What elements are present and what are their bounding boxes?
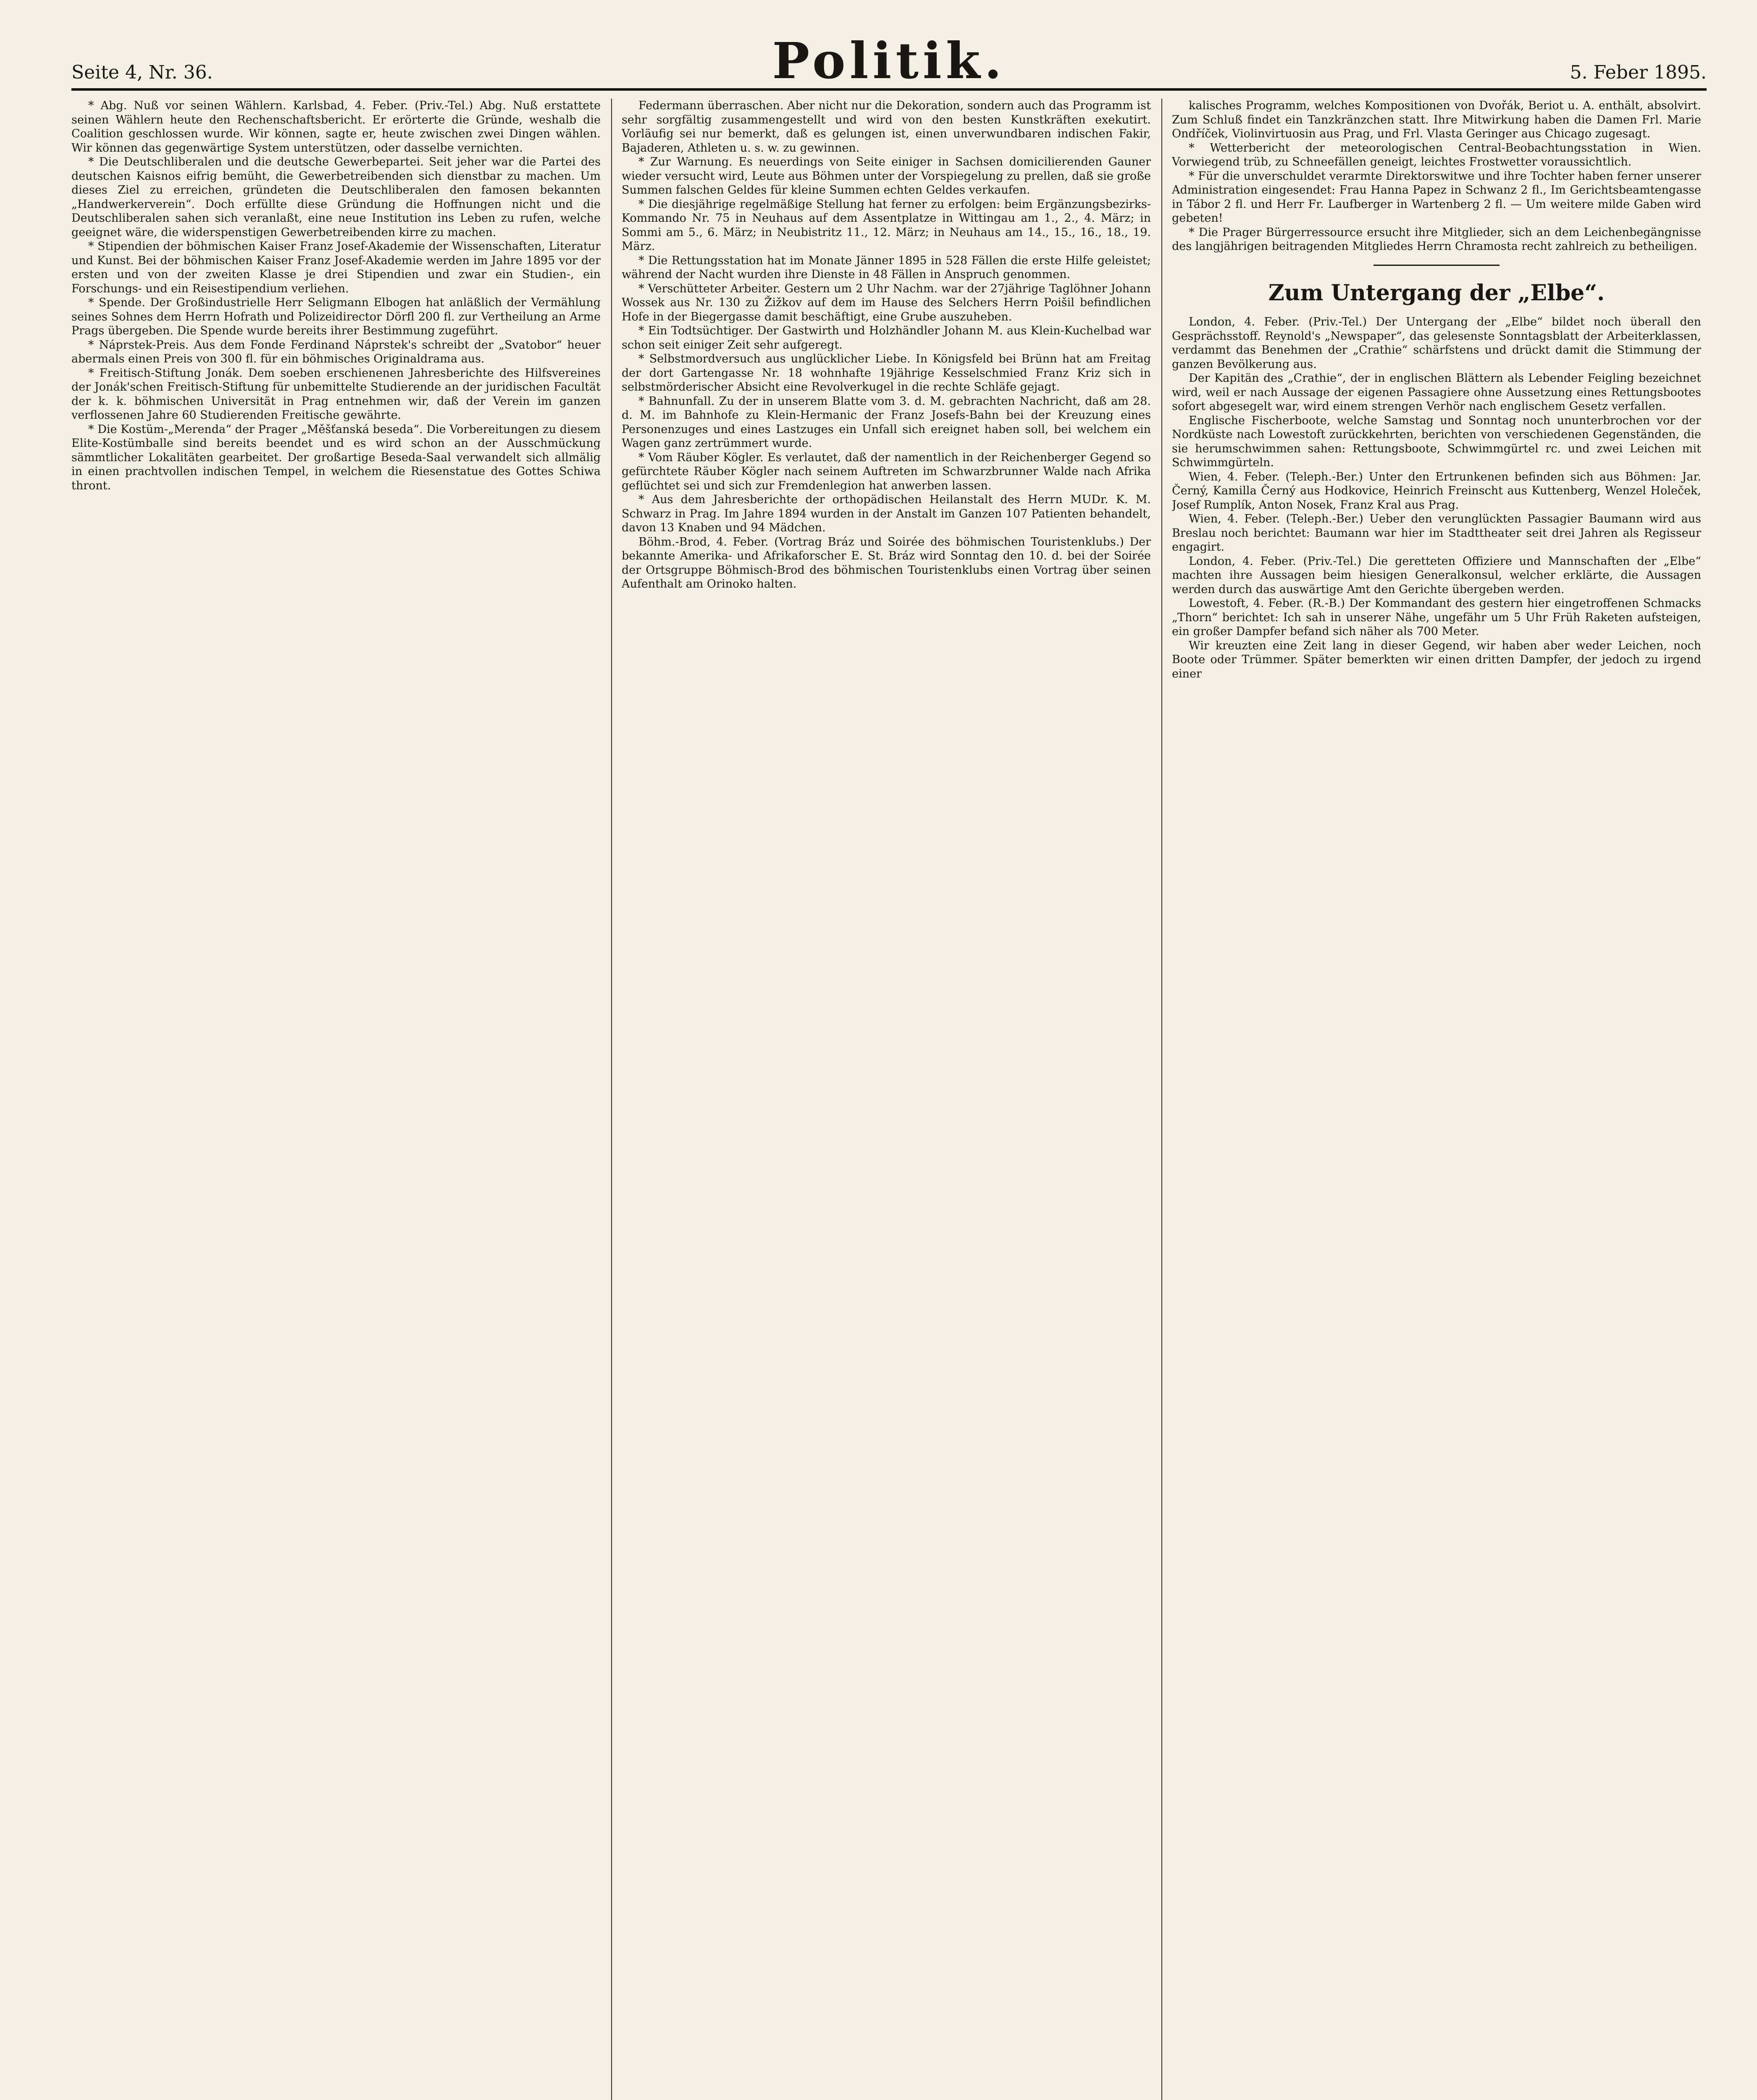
article: * Náprstek-Preis. Aus dem Fonde Ferdinand Náprstek's schreibt der „Svatobor“ heuer abermals einen Preis von 300 fl. für ein böhmisches Originaldrama aus. [71, 338, 601, 365]
article: * Die Prager Bürgerressource ersucht ihre Mitglieder, sich an dem Leichenbegängnisse des langjährigen beitragenden Mitgliedes Herrn Chramosta recht zahlreich zu betheiligen. [1172, 226, 1701, 253]
article: * Spende. Der Großindustrielle Herr Seligmann Elbogen hat anläßlich der Vermählung seines Sohnes dem Herrn Hofrath und Polizeidirector Dörfl 200 fl. zur Vertheilung an Arme Prags übergeben. Die Spende wurde bereits ihrer Bestimmung zugeführt. [71, 296, 601, 337]
article: * Für die unverschuldet verarmte Direktorswitwe und ihre Tochter haben ferner unserer Administration eingesendet: Frau Hanna Papez in Schwanz 2 fl., Im Gerichtsbeamtengasse in Tábor 2 fl. und Herr Fr. Laufberger in Wartenberg 2 fl. — Um weitere milde Gaben wird gebeten! [1172, 169, 1701, 225]
column-divider [1161, 99, 1162, 2100]
article: Wien, 4. Feber. (Teleph.-Ber.) Ueber den verunglückten Passagier Baumann wird aus Breslau noch berichtet: Baumann war hier im Stadttheater seit drei Jahren als Regisseur engagirt. [1172, 512, 1701, 554]
article: * Wetterbericht der meteorologischen Central-Beobachtungsstation in Wien. Vorwiegend trüb, zu Schneefällen geneigt, leichtes Frostwetter voraussichtlich. [1172, 141, 1701, 168]
article: * Freitisch-Stiftung Jonák. Dem soeben erschienenen Jahresberichte des Hilfsvereines der Jonák'schen Freitisch-Stiftung für unbemittelte Studierende an der juridischen Facultät der k. k. böhmischen Universität in Prag entnehmen wir, daß der Verein im ganzen verflossenen Jahre 60 Studierenden Freitische gewährte. [71, 366, 601, 422]
article: * Die Rettungsstation hat im Monate Jänner 1895 in 528 Fällen die erste Hilfe geleistet; während der Nacht wurden ihre Dienste in 48 Fällen in Anspruch genommen. [622, 254, 1151, 281]
column-2 [622, 99, 1151, 2100]
article: * Ein Todtsüchtiger. Der Gastwirth und Holzhändler Johann M. aus Klein-Kuchelbad war schon seit einiger Zeit sehr aufgeregt. [622, 324, 1151, 352]
article: * Vom Räuber Kögler. Es verlautet, daß der namentlich in der Reichenberger Gegend so gefürchtete Räuber Kögler nach seinem Auftreten im Schwarzbrunner Walde nach Afrika geflüchtet sei und sich zur Fremdenlegion hat anwerben lassen. [622, 451, 1151, 492]
article: * Selbstmordversuch aus unglücklicher Liebe. In Königsfeld bei Brünn hat am Freitag der dort Gartengasse Nr. 18 wohnhafte 19jährige Kesselschmied Franz Kriz sich in selbstmörderischer Absicht eine Revolverkugel in die rechte Schläfe gejagt. [622, 352, 1151, 394]
article: * Die diesjährige regelmäßige Stellung hat ferner zu erfolgen: beim Ergänzungsbezirks-Kommando Nr. 75 in Neuhaus auf dem Assentplatze in Wittingau am 1., 2., 4. März; in Sommi am 5., 6. März; in Neubistritz 11., 12. März; in Neuhaus am 14., 15., 16., 18., 19. März. [622, 197, 1151, 253]
column-divider [611, 99, 612, 2100]
article: * Die Kostüm-„Merenda“ der Prager „Měšťanská beseda“. Die Vorbereitungen zu diesem Elite-Kostümballe sind bereits beendet und es wird schon an der Ausschmückung sämmtlicher Lokalitäten gearbeitet. Der großartige Beseda-Saal verwandelt sich allmälig in einen prachtvollen indischen Tempel, in welchem die Riesenstatue des Gottes Schiwa thront. [71, 423, 601, 492]
column-1 [71, 99, 601, 2100]
column-3 [1172, 99, 1701, 2100]
article: Federmann überraschen. Aber nicht nur die Dekoration, sondern auch das Programm ist sehr sorgfältig zusammengestellt und wird von den besten Kunstkräften exekutirt. Vorläufig sei nur bemerkt, daß es gelungen ist, einen unverwundbaren indischen Fakir, Bajaderen, Athleten u. s. w. zu gewinnen. [622, 99, 1151, 155]
article: * Verschütteter Arbeiter. Gestern um 2 Uhr Nachm. war der 27jährige Taglöhner Johann Wossek aus Nr. 130 zu Žižkov auf dem im Hause des Selchers Herrn Poišil befindlichen Hofe in der Biegergasse damit beschäftigt, eine Grube auszuheben. [622, 282, 1151, 323]
article: Wien, 4. Feber. (Teleph.-Ber.) Unter den Ertrunkenen befinden sich aus Böhmen: Jar. Černý, Kamilla Černý aus Hodkovice, Heinrich Freinscht aus Kuttenberg, Wenzel Holeček, Josef Rumplík, Anton Nosek, Franz Kral aus Prag. [1172, 470, 1701, 512]
section-heading: Zum Untergang der „Elbe“. [1268, 280, 1605, 306]
article: * Zur Warnung. Es neuerdings von Seite einiger in Sachsen domicilierenden Gauner wieder versucht wird, Leute aus Böhmen unter der Vorspiegelung zu prellen, daß sie große Summen falschen Geldes für kleine Summen echten Geldes verkaufen. [622, 155, 1151, 197]
section-title: Politik. [772, 32, 1006, 90]
page-header [71, 34, 1707, 91]
article: Der Kapitän des „Crathie“, der in englischen Blättern als Lebender Feigling bezeichnet wird, weil er nach Aussage der eigenen Passagiere ohne Aussetzung eines Rettungsbootes sofort abgesegelt war, wird einem strengen Verhör nach englischem Gesetz verfallen. [1172, 372, 1701, 413]
page-number: Seite 4, Nr. 36. [71, 62, 213, 83]
article: * Bahnunfall. Zu der in unserem Blatte vom 3. d. M. gebrachten Nachricht, daß am 28. d. M. im Bahnhofe zu Klein-Hermanic der Franz Josefs-Bahn bei der Kreuzung eines Personenzuges und eines Lastzuges ein Unfall sich ereignet haben soll, bei welchem ein Wagen ganz zertrümmert wurde. [622, 394, 1151, 450]
article: Lowestoft, 4. Feber. (R.-B.) Der Kommandant des gestern hier eingetroffenen Schmacks „Thorn“ berichtet: Ich sah in unserer Nähe, ungefähr um 5 Uhr Früh Raketen aufsteigen, ein großer Dampfer befand sich näher als 700 Meter. [1172, 597, 1701, 638]
article: London, 4. Feber. (Priv.-Tel.) Der Untergang der „Elbe“ bildet noch überall den Gesprächsstoff. Reynold's „Newspaper“, das gelesenste Sonntagsblatt der Arbeiterklassen, verdammt das Benehmen der „Crathie“ schärfstens und drückt damit die Stimmung der ganzen Bevölkerung aus. [1172, 315, 1701, 371]
article: Böhm.-Brod, 4. Feber. (Vortrag Bráz und Soirée des böhmischen Touristenklubs.) Der bekannte Amerika- und Afrikaforscher E. St. Bráz wird Sonntag den 10. d. bei der Soirée der Ortsgruppe Böhmisch-Brod des böhmischen Touristenklubs einen Vortrag über seinen Aufenthalt am Orinoko halten. [622, 535, 1151, 591]
article: London, 4. Feber. (Priv.-Tel.) Die geretteten Offiziere und Mannschaften der „Elbe“ machten ihre Aussagen beim hiesigen Generalkonsul, welcher erklärte, die Aussagen werden durch das auswärtige Amt den Gerichte übergeben werden. [1172, 554, 1701, 596]
article: * Die Deutschliberalen und die deutsche Gewerbepartei. Seit jeher war die Partei des deutschen Kaisnos eifrig bemüht, die Gewerbetreibenden sich dienstbar zu machen. Um dieses Ziel zu erreichen, gründeten die Deutschliberalen den famosen bekannten „Handwerkerverein“. Doch erfüllte diese Gründung die Hoffnungen nicht und die Deutschliberalen sahen sich veranlaßt, eine neue Institution ins Leben zu rufen, welche geeignet wäre, die widerspenstigen Gewerbetreibenden kirre zu machen. [71, 155, 601, 239]
issue-date: 5. Feber 1895. [1570, 62, 1707, 83]
article: * Stipendien der böhmischen Kaiser Franz Josef-Akademie der Wissenschaften, Literatur und Kunst. Bei der böhmischen Kaiser Franz Josef-Akademie werden im Jahre 1895 vor der ersten und von der zweiten Klasse je drei Stipendien und zwar ein Studien-, ein Forschungs- und ein Reisestipendium verliehen. [71, 240, 601, 295]
article: kalisches Programm, welches Kompositionen von Dvořák, Beriot u. A. enthält, absolvirt. Zum Schluß findet ein Tanzkränzchen statt. Ihre Mitwirkung haben die Damen Frl. Marie Ondříček, Violinvirtuosin aus Prag, und Frl. Vlasta Geringer aus Chicago zugesagt. [1172, 99, 1701, 140]
article: * Aus dem Jahresberichte der orthopädischen Heilanstalt des Herrn MUDr. K. M. Schwarz in Prag. Im Jahre 1894 wurden in der Anstalt im Ganzen 107 Patienten behandelt, davon 13 Knaben und 94 Mädchen. [622, 493, 1151, 534]
article: Wir kreuzten eine Zeit lang in dieser Gegend, wir haben aber weder Leichen, noch Boote oder Trümmer. Später bemerkten wir einen dritten Dampfer, der jedoch zu irgend einer [1172, 639, 1701, 680]
article: * Abg. Nuß vor seinen Wählern. Karlsbad, 4. Feber. (Priv.-Tel.) Abg. Nuß erstattete seinen Wählern heute den Rechenschaftsbericht. Er erörterte die Gründe, weshalb die Coalition geschlossen wurde. Wir können, sagte er, heute zwischen zwei Dingen wählen. Wir können das gegenwärtige System unterstützen, oder dasselbe vernichten. [71, 99, 601, 155]
article: Englische Fischerboote, welche Samstag und Sonntag noch ununterbrochen vor der Nordküste nach Lowestoft zurückkehrten, berichten von verschiedenen Gegenständen, die sie herumschwimmen sahen: Rettungsboote, Schwimmgürtel rc. und zwei Leichen mit Schwimmgürteln. [1172, 414, 1701, 469]
section-divider [1374, 265, 1500, 266]
